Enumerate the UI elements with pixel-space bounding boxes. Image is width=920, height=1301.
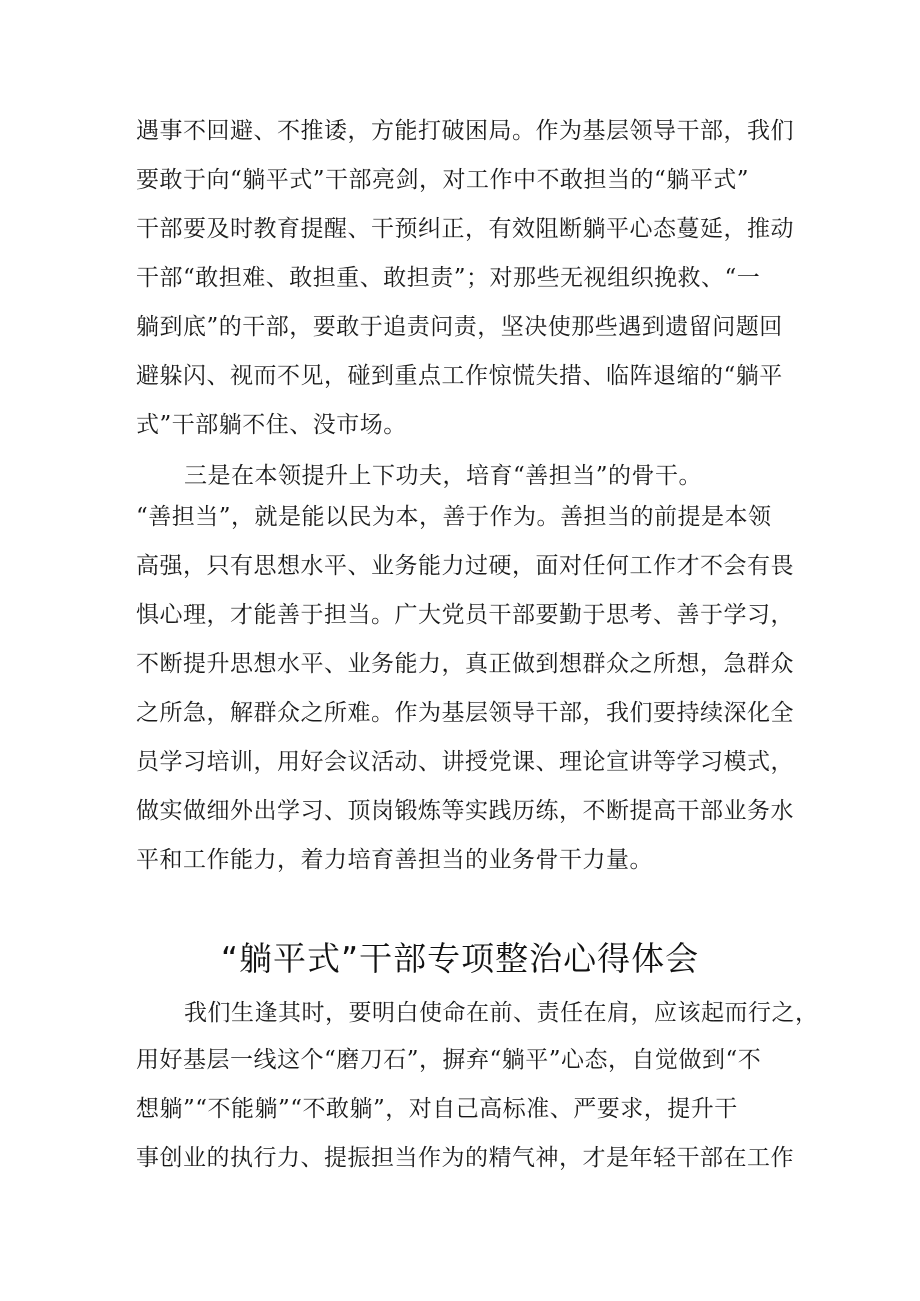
paragraph-line: 遇事不回避、不推诿，方能打破困局。作为基层领导干部，我们 [136, 118, 794, 144]
paragraph-line: 要敢于向“躺平式”干部亮剑，对工作中不敢担当的“躺平式” [136, 167, 750, 193]
paragraph-line: 避躲闪、视而不见，碰到重点工作惊慌失措、临阵退缩的“躺平 [136, 363, 783, 389]
section-heading: 三是在本领提升上下功夫，培育“善担当”的骨干。 [184, 463, 703, 489]
paragraph-line: 惧心理，才能善于担当。广大党员干部要勤于思考、善于学习， [136, 602, 794, 628]
article-title: “躺平式”干部专项整治心得体会 [220, 939, 700, 978]
paragraph-line: 做实做细外出学习、顶岗锻炼等实践历练，不断提高干部业务水 [136, 798, 794, 824]
paragraph-line: 平和工作能力，着力培育善担当的业务骨干力量。 [136, 847, 653, 873]
paragraph-line: 用好基层一线这个“磨刀石”，摒弃“躺平”心态，自觉做到“不 [136, 1047, 762, 1073]
paragraph-line: 高强，只有思想水平、业务能力过硬，面对任何工作才不会有畏 [136, 553, 794, 579]
paragraph-line: 事创业的执行力、提振担当作为的精气神，才是年轻干部在工作 [136, 1145, 794, 1171]
paragraph-line: 干部“敢担难、敢担重、敢担责”；对那些无视组织挽救、“一 [136, 265, 761, 291]
paragraph-line: 之所急，解群众之所难。作为基层领导干部，我们要持续深化全 [136, 700, 794, 726]
paragraph-line: 我们生逢其时，要明白使命在前、责任在肩，应该起而行之， [184, 1000, 819, 1026]
paragraph-line: 干部要及时教育提醒、干预纠正，有效阻断躺平心态蔓延，推动 [136, 216, 794, 242]
paragraph-line: 式”干部躺不住、没市场。 [136, 412, 407, 438]
paragraph-line: 不断提升思想水平、业务能力，真正做到想群众之所想，急群众 [136, 651, 794, 677]
paragraph-line: 躺到底”的干部，要敢于追责问责，坚决使那些遇到遗留问题回 [136, 314, 783, 340]
paragraph-line: 想躺”“不能躺”“不敢躺”，对自己高标准、严要求，提升干 [136, 1096, 738, 1122]
paragraph-line: 员学习培训，用好会议活动、讲授党课、理论宣讲等学习模式， [136, 749, 794, 775]
paragraph-line: “善担当”，就是能以民为本，善于作为。善担当的前提是本领 [136, 504, 772, 530]
